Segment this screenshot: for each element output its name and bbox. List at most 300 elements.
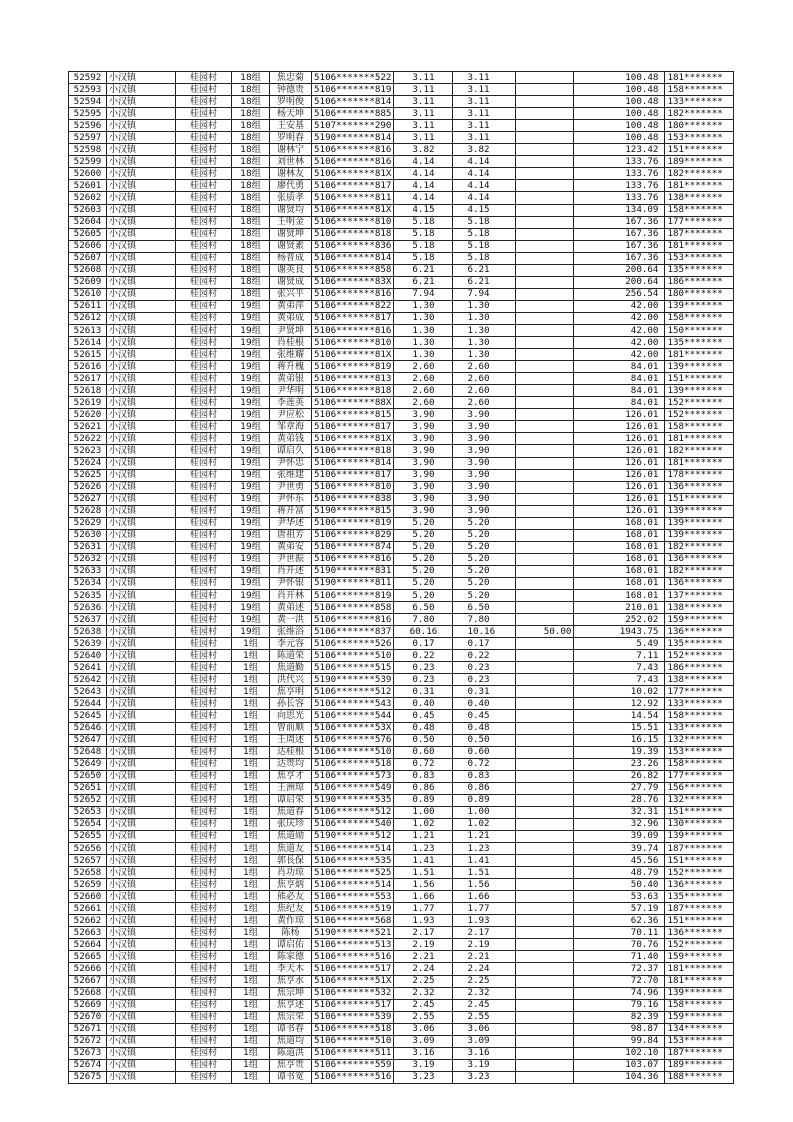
cell-name: 陈家德 [270, 951, 312, 963]
table-row [69, 867, 734, 879]
cell-phone: 181******* [665, 963, 734, 975]
cell-village: 桂园村 [176, 168, 232, 180]
cell-id: 52651 [69, 782, 107, 794]
cell-amount: 72.37 [574, 963, 665, 975]
cell-group: 19组 [232, 324, 270, 336]
cell-extra [516, 132, 574, 144]
cell-town: 小汉镇 [107, 541, 176, 553]
cell-id_no: 5106*******512 [312, 686, 394, 698]
table-row [69, 132, 734, 144]
ledger-table [68, 71, 734, 1084]
cell-id_no: 5106*******816 [312, 156, 394, 168]
cell-phone: 181******* [665, 433, 734, 445]
cell-area1: 4.14 [394, 192, 453, 204]
cell-group: 1组 [232, 758, 270, 770]
cell-extra [516, 312, 574, 324]
cell-area1: 3.90 [394, 421, 453, 433]
cell-id_no: 5106*******816 [312, 614, 394, 626]
cell-group: 19组 [232, 457, 270, 469]
cell-area1: 5.20 [394, 565, 453, 577]
cell-name: 焦亨贵 [270, 1059, 312, 1071]
cell-phone: 138******* [665, 192, 734, 204]
cell-area2: 0.48 [453, 722, 516, 734]
table-row [69, 927, 734, 939]
cell-name: 尹应松 [270, 409, 312, 421]
cell-name: 王明金 [270, 216, 312, 228]
cell-phone: 186******* [665, 662, 734, 674]
cell-name: 肖功琼 [270, 867, 312, 879]
cell-name: 罗明春 [270, 132, 312, 144]
cell-amount: 167.36 [574, 228, 665, 240]
cell-id: 52667 [69, 975, 107, 987]
cell-area1: 0.22 [394, 650, 453, 662]
cell-amount: 100.48 [574, 84, 665, 96]
cell-town: 小汉镇 [107, 770, 176, 782]
cell-town: 小汉镇 [107, 686, 176, 698]
cell-amount: 126.01 [574, 481, 665, 493]
cell-id_no: 5106*******838 [312, 493, 394, 505]
cell-id: 52654 [69, 818, 107, 830]
cell-id: 52601 [69, 180, 107, 192]
cell-extra [516, 385, 574, 397]
cell-id_no: 5106*******516 [312, 1071, 394, 1083]
cell-id_no: 5106*******813 [312, 373, 394, 385]
cell-town: 小汉镇 [107, 505, 176, 517]
cell-town: 小汉镇 [107, 385, 176, 397]
cell-id_no: 5106*******539 [312, 1011, 394, 1023]
cell-extra [516, 373, 574, 385]
cell-area2: 2.60 [453, 385, 516, 397]
cell-phone: 158******* [665, 758, 734, 770]
cell-group: 18组 [232, 264, 270, 276]
cell-id: 52602 [69, 192, 107, 204]
cell-area1: 3.90 [394, 445, 453, 457]
cell-amount: 84.01 [574, 373, 665, 385]
cell-group: 19组 [232, 349, 270, 361]
cell-amount: 27.79 [574, 782, 665, 794]
cell-area2: 3.90 [453, 481, 516, 493]
cell-group: 1组 [232, 975, 270, 987]
cell-phone: 136******* [665, 626, 734, 638]
cell-extra [516, 469, 574, 481]
cell-group: 19组 [232, 481, 270, 493]
cell-area2: 5.18 [453, 216, 516, 228]
cell-group: 18组 [232, 156, 270, 168]
cell-village: 桂园村 [176, 445, 232, 457]
cell-area2: 3.11 [453, 96, 516, 108]
cell-area1: 2.24 [394, 963, 453, 975]
cell-town: 小汉镇 [107, 891, 176, 903]
cell-area2: 4.14 [453, 192, 516, 204]
cell-amount: 100.48 [574, 108, 665, 120]
cell-village: 桂园村 [176, 939, 232, 951]
cell-group: 18组 [232, 180, 270, 192]
cell-amount: 72.70 [574, 975, 665, 987]
cell-amount: 126.01 [574, 469, 665, 481]
cell-group: 18组 [232, 72, 270, 84]
cell-extra [516, 252, 574, 264]
cell-amount: 100.48 [574, 96, 665, 108]
cell-village: 桂园村 [176, 879, 232, 891]
cell-amount: 200.64 [574, 276, 665, 288]
cell-town: 小汉镇 [107, 1047, 176, 1059]
cell-area1: 0.40 [394, 698, 453, 710]
cell-group: 18组 [232, 108, 270, 120]
table-row [69, 397, 734, 409]
table-row [69, 264, 734, 276]
cell-town: 小汉镇 [107, 180, 176, 192]
cell-extra [516, 758, 574, 770]
table-row [69, 674, 734, 686]
cell-name: 李天木 [270, 963, 312, 975]
cell-extra: 50.00 [516, 626, 574, 638]
cell-amount: 99.84 [574, 1035, 665, 1047]
cell-town: 小汉镇 [107, 975, 176, 987]
cell-name: 焦道均 [270, 1035, 312, 1047]
cell-village: 桂园村 [176, 915, 232, 927]
cell-phone: 139******* [665, 830, 734, 842]
cell-area2: 5.20 [453, 577, 516, 589]
cell-id_no: 5106*******549 [312, 782, 394, 794]
cell-id_no: 5190*******535 [312, 794, 394, 806]
cell-group: 19组 [232, 626, 270, 638]
cell-village: 桂园村 [176, 614, 232, 626]
cell-id: 52671 [69, 1023, 107, 1035]
cell-village: 桂园村 [176, 818, 232, 830]
cell-group: 19组 [232, 361, 270, 373]
cell-amount: 256.54 [574, 288, 665, 300]
table-row [69, 120, 734, 132]
cell-amount: 5.49 [574, 638, 665, 650]
cell-id_no: 5190*******815 [312, 505, 394, 517]
cell-name: 焦道勤 [270, 662, 312, 674]
cell-town: 小汉镇 [107, 722, 176, 734]
cell-group: 1组 [232, 698, 270, 710]
cell-village: 桂园村 [176, 96, 232, 108]
cell-area1: 5.18 [394, 240, 453, 252]
cell-extra [516, 409, 574, 421]
cell-area1: 5.20 [394, 541, 453, 553]
cell-id_no: 5190*******512 [312, 830, 394, 842]
cell-village: 桂园村 [176, 337, 232, 349]
cell-extra [516, 722, 574, 734]
cell-id_no: 5106*******810 [312, 337, 394, 349]
cell-town: 小汉镇 [107, 758, 176, 770]
cell-area1: 1.23 [394, 843, 453, 855]
cell-name: 张维浴 [270, 626, 312, 638]
cell-id: 52670 [69, 1011, 107, 1023]
cell-phone: 153******* [665, 746, 734, 758]
cell-extra [516, 300, 574, 312]
cell-id: 52599 [69, 156, 107, 168]
cell-group: 1组 [232, 879, 270, 891]
cell-area2: 0.23 [453, 662, 516, 674]
cell-area2: 1.41 [453, 855, 516, 867]
cell-phone: 187******* [665, 843, 734, 855]
cell-id_no: 5106*******573 [312, 770, 394, 782]
cell-name: 尹怀东 [270, 493, 312, 505]
cell-phone: 139******* [665, 361, 734, 373]
cell-village: 桂园村 [176, 517, 232, 529]
table-row [69, 541, 734, 553]
cell-group: 18组 [232, 96, 270, 108]
cell-town: 小汉镇 [107, 999, 176, 1011]
cell-area1: 1.30 [394, 349, 453, 361]
cell-group: 19组 [232, 529, 270, 541]
cell-group: 18组 [232, 252, 270, 264]
table-row [69, 457, 734, 469]
cell-area1: 3.11 [394, 72, 453, 84]
cell-amount: 133.76 [574, 192, 665, 204]
cell-group: 1组 [232, 638, 270, 650]
cell-id_no: 5106*******517 [312, 963, 394, 975]
cell-id: 52600 [69, 168, 107, 180]
cell-extra [516, 638, 574, 650]
cell-amount: 79.16 [574, 999, 665, 1011]
table-row [69, 361, 734, 373]
cell-phone: 181******* [665, 457, 734, 469]
cell-area1: 4.14 [394, 180, 453, 192]
cell-extra [516, 84, 574, 96]
cell-village: 桂园村 [176, 806, 232, 818]
cell-phone: 181******* [665, 349, 734, 361]
cell-phone: 151******* [665, 806, 734, 818]
cell-area2: 4.14 [453, 156, 516, 168]
cell-extra [516, 987, 574, 999]
cell-area2: 0.50 [453, 734, 516, 746]
cell-name: 焦纪友 [270, 903, 312, 915]
cell-extra [516, 553, 574, 565]
cell-town: 小汉镇 [107, 590, 176, 602]
cell-name: 张庆珍 [270, 818, 312, 830]
cell-phone: 138******* [665, 674, 734, 686]
cell-area1: 0.86 [394, 782, 453, 794]
cell-id: 52648 [69, 746, 107, 758]
cell-amount: 42.00 [574, 300, 665, 312]
cell-village: 桂园村 [176, 276, 232, 288]
table-row [69, 590, 734, 602]
table-row [69, 939, 734, 951]
cell-village: 桂园村 [176, 216, 232, 228]
cell-id: 52596 [69, 120, 107, 132]
cell-area1: 1.30 [394, 312, 453, 324]
cell-extra [516, 517, 574, 529]
cell-group: 1组 [232, 903, 270, 915]
cell-area2: 2.60 [453, 361, 516, 373]
cell-area1: 3.09 [394, 1035, 453, 1047]
cell-phone: 182******* [665, 445, 734, 457]
cell-village: 桂园村 [176, 626, 232, 638]
cell-village: 桂园村 [176, 698, 232, 710]
cell-area1: 0.17 [394, 638, 453, 650]
cell-name: 陈道荣 [270, 650, 312, 662]
table-row [69, 553, 734, 565]
cell-amount: 70.11 [574, 927, 665, 939]
cell-extra [516, 433, 574, 445]
cell-amount: 168.01 [574, 529, 665, 541]
cell-amount: 15.51 [574, 722, 665, 734]
cell-phone: 132******* [665, 794, 734, 806]
cell-phone: 159******* [665, 614, 734, 626]
cell-id_no: 5106*******818 [312, 445, 394, 457]
cell-area2: 3.11 [453, 108, 516, 120]
cell-id_no: 5106*******516 [312, 951, 394, 963]
table-row [69, 312, 734, 324]
cell-id: 52621 [69, 421, 107, 433]
cell-village: 桂园村 [176, 565, 232, 577]
cell-phone: 133******* [665, 722, 734, 734]
cell-area2: 3.90 [453, 457, 516, 469]
table-row [69, 216, 734, 228]
cell-amount: 126.01 [574, 421, 665, 433]
cell-id_no: 5106*******568 [312, 915, 394, 927]
cell-phone: 152******* [665, 939, 734, 951]
cell-village: 桂园村 [176, 324, 232, 336]
cell-id: 52614 [69, 337, 107, 349]
cell-village: 桂园村 [176, 120, 232, 132]
cell-name: 肖开述 [270, 565, 312, 577]
cell-town: 小汉镇 [107, 782, 176, 794]
cell-town: 小汉镇 [107, 710, 176, 722]
table-row [69, 818, 734, 830]
cell-group: 19组 [232, 445, 270, 457]
cell-id: 52665 [69, 951, 107, 963]
cell-phone: 152******* [665, 650, 734, 662]
cell-group: 18组 [232, 192, 270, 204]
cell-extra [516, 662, 574, 674]
cell-extra [516, 180, 574, 192]
cell-town: 小汉镇 [107, 493, 176, 505]
cell-group: 19组 [232, 590, 270, 602]
cell-group: 1组 [232, 782, 270, 794]
cell-village: 桂园村 [176, 855, 232, 867]
cell-area1: 1.77 [394, 903, 453, 915]
cell-town: 小汉镇 [107, 156, 176, 168]
cell-town: 小汉镇 [107, 132, 176, 144]
cell-extra [516, 481, 574, 493]
cell-area2: 2.17 [453, 927, 516, 939]
cell-phone: 158******* [665, 204, 734, 216]
table-row [69, 144, 734, 156]
table-row [69, 72, 734, 84]
cell-group: 19组 [232, 312, 270, 324]
cell-village: 桂园村 [176, 951, 232, 963]
cell-area1: 3.11 [394, 84, 453, 96]
cell-phone: 188******* [665, 1071, 734, 1083]
cell-phone: 137******* [665, 590, 734, 602]
cell-village: 桂园村 [176, 987, 232, 999]
cell-village: 桂园村 [176, 590, 232, 602]
cell-id_no: 5107*******290 [312, 120, 394, 132]
cell-amount: 12.92 [574, 698, 665, 710]
cell-name: 王安基 [270, 120, 312, 132]
cell-name: 焦亨述 [270, 999, 312, 1011]
table-row [69, 565, 734, 577]
cell-group: 1组 [232, 939, 270, 951]
cell-name: 谢贤素 [270, 240, 312, 252]
cell-area1: 0.45 [394, 710, 453, 722]
table-row [69, 445, 734, 457]
table-row [69, 698, 734, 710]
cell-name: 达桂根 [270, 746, 312, 758]
cell-area2: 1.56 [453, 879, 516, 891]
table-row [69, 1071, 734, 1083]
cell-id: 52673 [69, 1047, 107, 1059]
cell-phone: 158******* [665, 710, 734, 722]
cell-id: 52644 [69, 698, 107, 710]
cell-group: 1组 [232, 867, 270, 879]
cell-id: 52619 [69, 397, 107, 409]
cell-amount: 200.64 [574, 264, 665, 276]
cell-area2: 0.89 [453, 794, 516, 806]
cell-id_no: 5106*******576 [312, 734, 394, 746]
cell-area2: 0.23 [453, 674, 516, 686]
cell-amount: 210.01 [574, 602, 665, 614]
cell-id_no: 5106*******511 [312, 1047, 394, 1059]
cell-area2: 6.21 [453, 264, 516, 276]
cell-town: 小汉镇 [107, 577, 176, 589]
cell-village: 桂园村 [176, 252, 232, 264]
cell-id_no: 5106*******810 [312, 481, 394, 493]
cell-town: 小汉镇 [107, 84, 176, 96]
cell-name: 王洲琼 [270, 782, 312, 794]
cell-name: 尹华明 [270, 385, 312, 397]
cell-town: 小汉镇 [107, 276, 176, 288]
cell-amount: 57.19 [574, 903, 665, 915]
table-row [69, 722, 734, 734]
cell-name: 黄弟银 [270, 373, 312, 385]
cell-area2: 2.60 [453, 373, 516, 385]
cell-name: 尹怀银 [270, 577, 312, 589]
cell-town: 小汉镇 [107, 252, 176, 264]
cell-town: 小汉镇 [107, 312, 176, 324]
cell-extra [516, 614, 574, 626]
cell-amount: 104.36 [574, 1071, 665, 1083]
cell-town: 小汉镇 [107, 1035, 176, 1047]
cell-area1: 7.80 [394, 614, 453, 626]
table-row [69, 1059, 734, 1071]
cell-town: 小汉镇 [107, 903, 176, 915]
cell-village: 桂园村 [176, 577, 232, 589]
cell-area1: 0.72 [394, 758, 453, 770]
cell-area1: 1.41 [394, 855, 453, 867]
cell-area1: 1.56 [394, 879, 453, 891]
cell-group: 19组 [232, 409, 270, 421]
cell-id_no: 5106*******526 [312, 638, 394, 650]
cell-town: 小汉镇 [107, 565, 176, 577]
cell-extra [516, 120, 574, 132]
cell-id: 52631 [69, 541, 107, 553]
cell-group: 1组 [232, 710, 270, 722]
cell-name: 谢林宁 [270, 144, 312, 156]
cell-name: 达贵均 [270, 758, 312, 770]
cell-name: 张兴平 [270, 288, 312, 300]
cell-name: 廖代勇 [270, 180, 312, 192]
cell-town: 小汉镇 [107, 192, 176, 204]
cell-amount: 39.74 [574, 843, 665, 855]
cell-id_no: 5106*******874 [312, 541, 394, 553]
table-row [69, 84, 734, 96]
cell-town: 小汉镇 [107, 734, 176, 746]
cell-area1: 2.60 [394, 361, 453, 373]
cell-area2: 4.15 [453, 204, 516, 216]
cell-id_no: 5106*******83X [312, 276, 394, 288]
cell-amount: 100.48 [574, 132, 665, 144]
cell-id_no: 5106*******540 [312, 818, 394, 830]
table-row [69, 433, 734, 445]
cell-name: 王周述 [270, 734, 312, 746]
cell-area2: 3.90 [453, 445, 516, 457]
